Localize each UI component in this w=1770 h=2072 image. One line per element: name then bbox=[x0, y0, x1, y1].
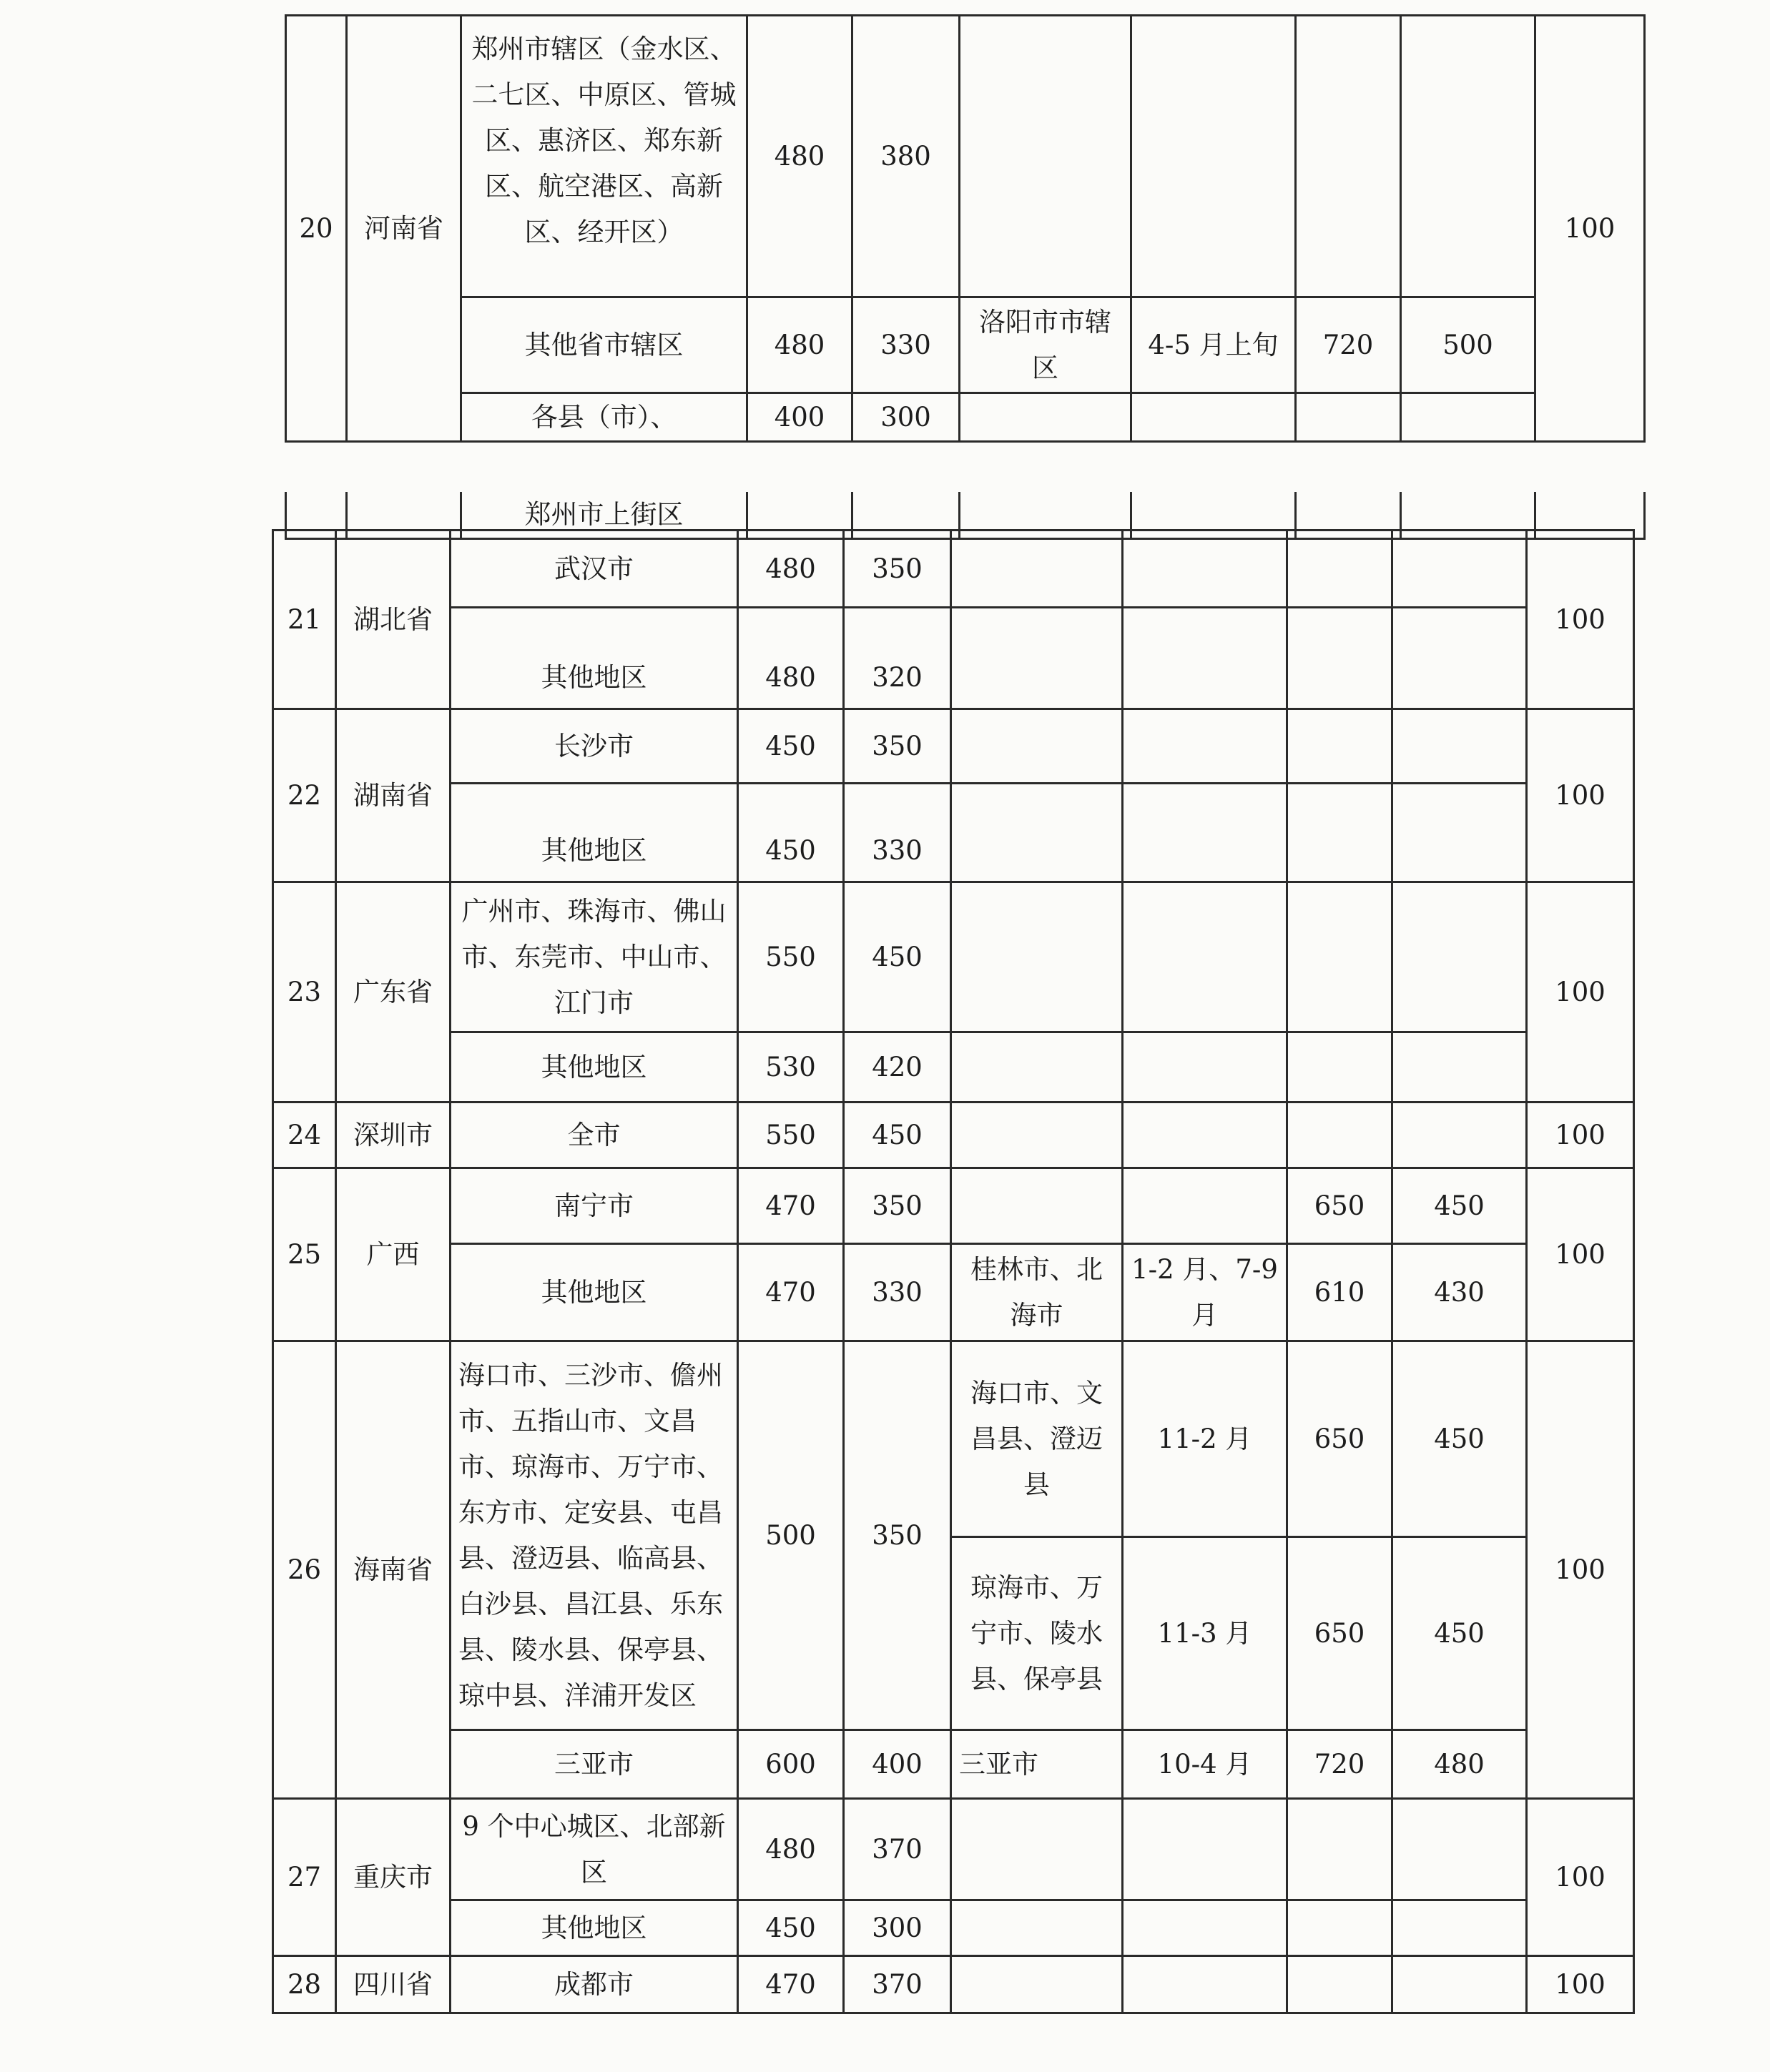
standard-1: 480 bbox=[738, 531, 844, 608]
standard-1: 450 bbox=[738, 709, 844, 784]
peak-area bbox=[960, 16, 1131, 297]
standard-2: 330 bbox=[852, 297, 960, 393]
row-number: 20 bbox=[286, 16, 347, 442]
standard-2: 330 bbox=[844, 784, 951, 882]
standard-2: 300 bbox=[852, 393, 960, 442]
area-name: 武汉市 bbox=[451, 531, 738, 608]
area-name: 其他地区 bbox=[451, 1900, 738, 1956]
standard-2: 300 bbox=[844, 1900, 951, 1956]
row-number: 23 bbox=[273, 882, 336, 1102]
table-row bbox=[286, 16, 1645, 297]
province-name: 河南省 bbox=[347, 16, 461, 442]
standard-1: 550 bbox=[738, 1102, 844, 1168]
standard-2: 400 bbox=[844, 1730, 951, 1799]
peak-period: 4-5 月上旬 bbox=[1131, 297, 1296, 393]
expense-table-part-1 bbox=[285, 14, 1646, 443]
standard-2: 320 bbox=[844, 608, 951, 709]
area-name: 各县（市）、 bbox=[461, 393, 747, 442]
table-row bbox=[273, 882, 1634, 1032]
area-name: 广州市、珠海市、佛山市、东莞市、中山市、江门市 bbox=[451, 882, 738, 1032]
table-row bbox=[273, 1956, 1634, 2013]
table-row bbox=[273, 1730, 1634, 1799]
table-row bbox=[273, 1244, 1634, 1341]
standard-2: 350 bbox=[844, 531, 951, 608]
peak-standard-1 bbox=[1296, 393, 1401, 442]
province-name: 四川省 bbox=[336, 1956, 451, 2013]
row-number: 21 bbox=[273, 531, 336, 709]
expense-table-part-2 bbox=[272, 529, 1635, 2014]
table-row bbox=[273, 1799, 1634, 1900]
row-number: 25 bbox=[273, 1168, 336, 1341]
standard-1: 530 bbox=[738, 1032, 844, 1102]
misc-standard: 100 bbox=[1527, 1341, 1634, 1799]
standard-2: 350 bbox=[844, 1341, 951, 1730]
peak-period bbox=[1131, 393, 1296, 442]
area-name: 其他地区 bbox=[451, 784, 738, 882]
area-name: 其他地区 bbox=[451, 1244, 738, 1341]
table-row bbox=[273, 1900, 1634, 1956]
standard-1: 450 bbox=[738, 784, 844, 882]
area-name: 9 个中心城区、北部新区 bbox=[451, 1799, 738, 1900]
table-row bbox=[273, 709, 1634, 784]
peak-period bbox=[1131, 16, 1296, 297]
peak-standard-2: 450 bbox=[1392, 1537, 1527, 1730]
standard-1: 470 bbox=[738, 1168, 844, 1244]
standard-1: 450 bbox=[738, 1900, 844, 1956]
table-row bbox=[273, 784, 1634, 882]
misc-standard: 100 bbox=[1527, 1799, 1634, 1956]
row-number: 22 bbox=[273, 709, 336, 882]
standard-2: 350 bbox=[844, 709, 951, 784]
peak-standard-2: 450 bbox=[1392, 1341, 1527, 1537]
peak-period: 1-2 月、7-9 月 bbox=[1123, 1244, 1287, 1341]
standard-1: 550 bbox=[738, 882, 844, 1032]
area-name: 郑州市辖区（金水区、二七区、中原区、管城区、惠济区、郑东新区、航空港区、高新区、经开区） bbox=[461, 16, 747, 297]
table-row bbox=[286, 393, 1645, 442]
misc-standard: 100 bbox=[1527, 1168, 1634, 1341]
area-name: 南宁市 bbox=[451, 1168, 738, 1244]
standard-1: 480 bbox=[738, 608, 844, 709]
misc-standard: 100 bbox=[1527, 1102, 1634, 1168]
peak-standard-2: 480 bbox=[1392, 1730, 1527, 1799]
standard-2: 370 bbox=[844, 1799, 951, 1900]
area-name: 长沙市 bbox=[451, 709, 738, 784]
standard-1: 480 bbox=[747, 297, 852, 393]
peak-period: 10-4 月 bbox=[1123, 1730, 1287, 1799]
table-row bbox=[273, 531, 1634, 608]
peak-area: 琼海市、万宁市、陵水县、保亭县 bbox=[951, 1537, 1123, 1730]
area-name: 其他地区 bbox=[451, 1032, 738, 1102]
peak-period: 11-3 月 bbox=[1123, 1537, 1287, 1730]
peak-standard-1: 650 bbox=[1287, 1341, 1392, 1537]
misc-standard: 100 bbox=[1535, 16, 1645, 442]
standard-1: 500 bbox=[738, 1341, 844, 1730]
peak-standard-1: 610 bbox=[1287, 1244, 1392, 1341]
misc-standard: 100 bbox=[1527, 531, 1634, 709]
standard-1: 470 bbox=[738, 1244, 844, 1341]
row-number: 28 bbox=[273, 1956, 336, 2013]
peak-standard-1: 720 bbox=[1287, 1730, 1392, 1799]
table-row bbox=[286, 297, 1645, 393]
peak-standard-2: 430 bbox=[1392, 1244, 1527, 1341]
province-name: 海南省 bbox=[336, 1341, 451, 1799]
standard-2: 420 bbox=[844, 1032, 951, 1102]
misc-standard: 100 bbox=[1527, 882, 1634, 1102]
standard-2: 370 bbox=[844, 1956, 951, 2013]
table-row bbox=[273, 1341, 1634, 1537]
province-name: 深圳市 bbox=[336, 1102, 451, 1168]
area-name: 全市 bbox=[451, 1102, 738, 1168]
standard-2: 380 bbox=[852, 16, 960, 297]
row-number: 26 bbox=[273, 1341, 336, 1799]
province-name: 湖南省 bbox=[336, 709, 451, 882]
area-name: 海口市、三沙市、儋州市、五指山市、文昌市、琼海市、万宁市、东方市、定安县、屯昌县、澄迈县、临高县、白沙县、昌江县、乐东县、陵水县、保亭县、琼中县、洋浦开发区 bbox=[451, 1341, 738, 1730]
standard-1: 480 bbox=[747, 16, 852, 297]
peak-standard-2 bbox=[1401, 393, 1535, 442]
peak-standard-2: 450 bbox=[1392, 1168, 1527, 1244]
peak-standard-1: 650 bbox=[1287, 1168, 1392, 1244]
misc-standard: 100 bbox=[1527, 1956, 1634, 2013]
row-number: 27 bbox=[273, 1799, 336, 1956]
area-name: 其他省市辖区 bbox=[461, 297, 747, 393]
province-name: 广西 bbox=[336, 1168, 451, 1341]
peak-area bbox=[960, 393, 1131, 442]
peak-standard-1: 650 bbox=[1287, 1537, 1392, 1730]
peak-area: 三亚市 bbox=[951, 1730, 1123, 1799]
standard-2: 450 bbox=[844, 1102, 951, 1168]
peak-standard-2: 500 bbox=[1401, 297, 1535, 393]
province-name: 广东省 bbox=[336, 882, 451, 1102]
standard-1: 400 bbox=[747, 393, 852, 442]
peak-standard-1: 720 bbox=[1296, 297, 1401, 393]
standard-2: 450 bbox=[844, 882, 951, 1032]
peak-standard-2 bbox=[1401, 16, 1535, 297]
standard-1: 600 bbox=[738, 1730, 844, 1799]
table-row bbox=[273, 1032, 1634, 1102]
misc-standard: 100 bbox=[1527, 709, 1634, 882]
peak-standard-1 bbox=[1296, 16, 1401, 297]
standard-2: 330 bbox=[844, 1244, 951, 1341]
province-name: 重庆市 bbox=[336, 1799, 451, 1956]
table-row bbox=[273, 1102, 1634, 1168]
table-row bbox=[273, 1168, 1634, 1244]
peak-period: 11-2 月 bbox=[1123, 1341, 1287, 1537]
area-name: 郑州市上街区 bbox=[461, 492, 747, 539]
standard-2: 350 bbox=[844, 1168, 951, 1244]
province-name: 湖北省 bbox=[336, 531, 451, 709]
standard-1: 470 bbox=[738, 1956, 844, 2013]
area-name: 三亚市 bbox=[451, 1730, 738, 1799]
area-name: 其他地区 bbox=[451, 608, 738, 709]
peak-area: 洛阳市市辖区 bbox=[960, 297, 1131, 393]
peak-area: 桂林市、北海市 bbox=[951, 1244, 1123, 1341]
row-number: 24 bbox=[273, 1102, 336, 1168]
peak-area: 海口市、文昌县、澄迈县 bbox=[951, 1341, 1123, 1537]
standard-1: 480 bbox=[738, 1799, 844, 1900]
area-name: 成都市 bbox=[451, 1956, 738, 2013]
table-row bbox=[273, 608, 1634, 709]
